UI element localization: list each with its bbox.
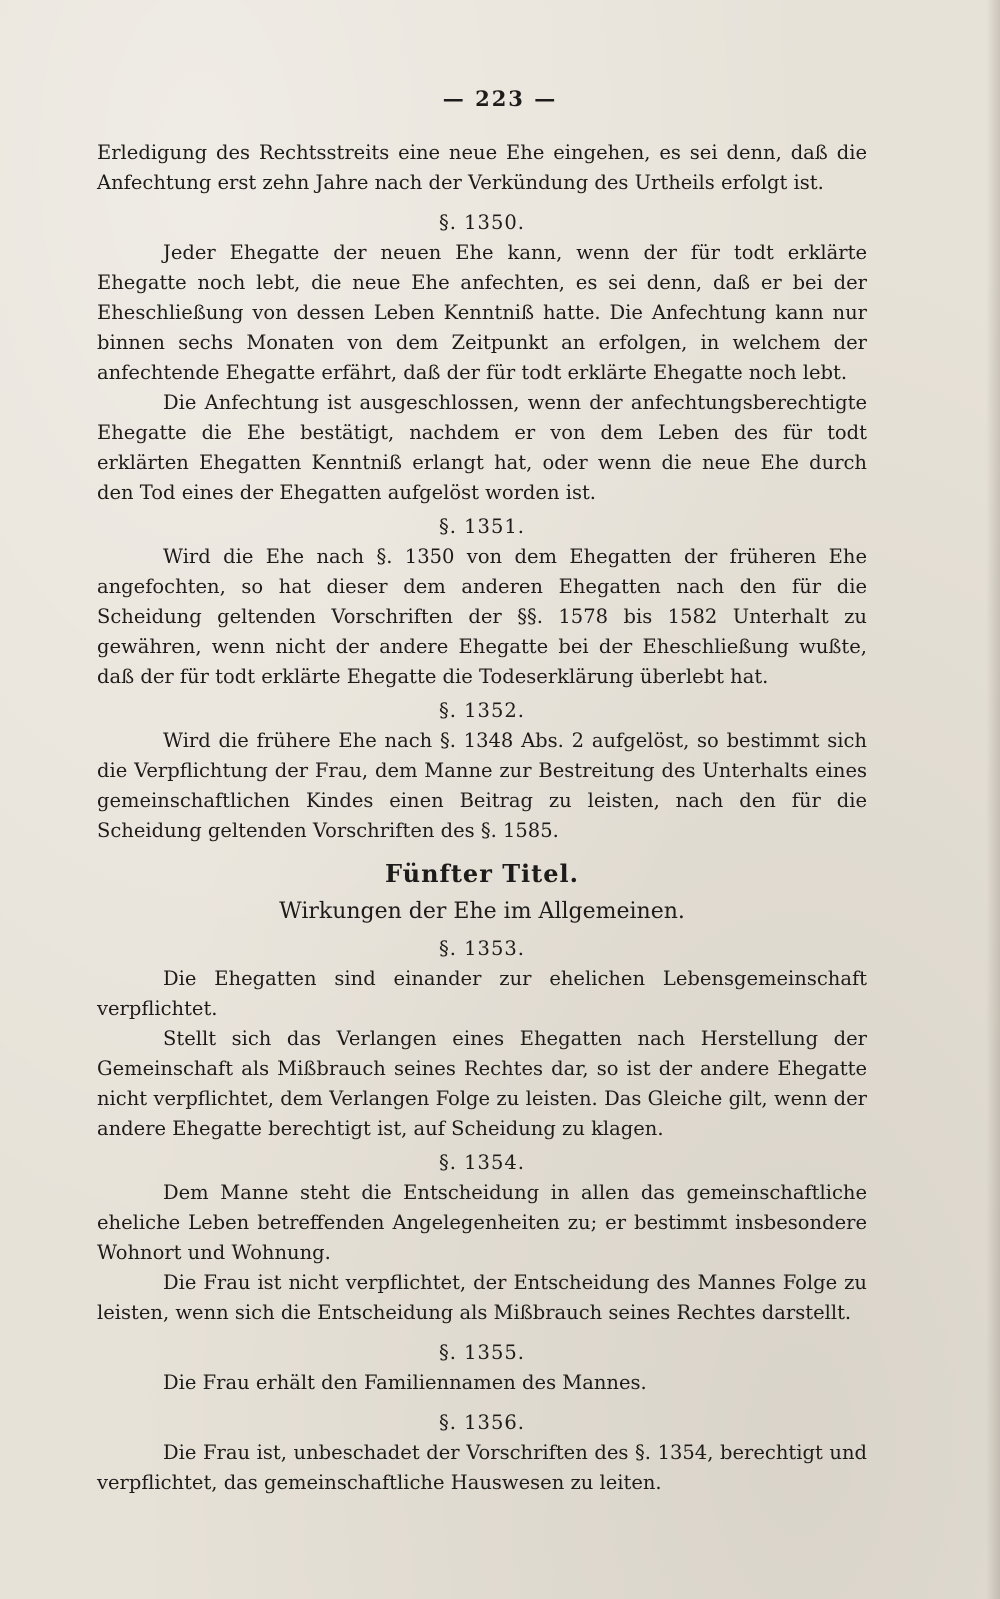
title-heading: Fünfter Titel.	[385, 859, 579, 888]
section-1356-paragraph-1: Die Frau ist, unbeschadet der Vorschriften des §. 1354, berechtigt und verpflichtet, das gemeinschaftliche Hauswesen zu leiten.	[97, 1441, 867, 1494]
section-heading-1352: §. 1352.	[439, 699, 525, 722]
page-number: — 223 —	[442, 86, 558, 111]
section-1351-paragraph-1: Wird die Ehe nach §. 1350 von dem Ehegatten der früheren Ehe angefochten, so hat dieser dem anderen Ehegatten nach den für die Scheidung geltenden Vorschriften der §§. 1578 bis 1582 Unterhalt zu gewähren, wenn nicht der andere Ehegatte bei der Eheschließung wußte, daß der für todt erklärte Ehegatte die Todeserklärung überlebt hat.	[97, 545, 867, 688]
section-1352-paragraph-1: Wird die frühere Ehe nach §. 1348 Abs. 2 aufgelöst, so bestimmt sich die Verpflichtung der Frau, dem Manne zur Bestreitung des Unterhalts eines gemeinschaftlichen Kindes einen Beitrag zu leisten, nach den für die Scheidung geltenden Vorschriften des §. 1585.	[97, 729, 867, 842]
paragraph-continuation: Erledigung des Rechtsstreits eine neue Ehe eingehen, es sei denn, daß die Anfechtung erst zehn Jahre nach der Verkündung des Urtheils erfolgt ist.	[97, 141, 867, 194]
section-heading-1355: §. 1355.	[439, 1341, 525, 1364]
section-1350-paragraph-1: Jeder Ehegatte der neuen Ehe kann, wenn der für todt erklärte Ehegatte noch lebt, die neue Ehe anfechten, es sei denn, daß er bei der Eheschließung von dessen Leben Kenntniß hatte. Die Anfechtung kann nur binnen sechs Monaten von dem Zeitpunkt an erfolgen, in welchem der anfechtende Ehegatte erfährt, daß der für todt erklärte Ehegatte noch lebt.	[97, 241, 867, 384]
section-heading-1350: §. 1350.	[439, 211, 525, 234]
section-heading-1351: §. 1351.	[439, 515, 525, 538]
section-1355-paragraph-1: Die Frau erhält den Familiennamen des Mannes.	[163, 1371, 647, 1394]
section-1353-paragraph-2: Stellt sich das Verlangen eines Ehegatten nach Herstellung der Gemeinschaft als Mißbrauch seines Rechtes dar, so ist der andere Ehegatte nicht verpflichtet, dem Verlangen Folge zu leisten. Das Gleiche gilt, wenn der andere Ehegatte berechtigt ist, auf Scheidung zu klagen.	[97, 1027, 867, 1140]
section-1354-paragraph-1: Dem Manne steht die Entscheidung in allen das gemeinschaftliche eheliche Leben betreffenden Angelegenheiten zu; er bestimmt insbesondere Wohnort und Wohnung.	[97, 1181, 867, 1264]
section-1353-paragraph-1: Die Ehegatten sind einander zur ehelichen Lebensgemeinschaft verpflichtet.	[97, 967, 867, 1020]
page-edge-shadow	[986, 0, 1000, 1599]
section-1350-paragraph-2: Die Anfechtung ist ausgeschlossen, wenn der anfechtungsberechtigte Ehegatte die Ehe bestätigt, nachdem er von dem Leben des für todt erklärten Ehegatten Kenntniß erlangt hat, oder wenn die neue Ehe durch den Tod eines der Ehegatten aufgelöst worden ist.	[97, 391, 867, 504]
section-heading-1354: §. 1354.	[439, 1151, 525, 1174]
text-block	[97, 138, 867, 1498]
section-heading-1353: §. 1353.	[439, 937, 525, 960]
title-subheading: Wirkungen der Ehe im Allgemeinen.	[279, 899, 685, 924]
section-1354-paragraph-2: Die Frau ist nicht verpflichtet, der Entscheidung des Mannes Folge zu leisten, wenn sich die Entscheidung als Mißbrauch seines Rechtes darstellt.	[97, 1271, 867, 1324]
section-heading-1356: §. 1356.	[439, 1411, 525, 1434]
